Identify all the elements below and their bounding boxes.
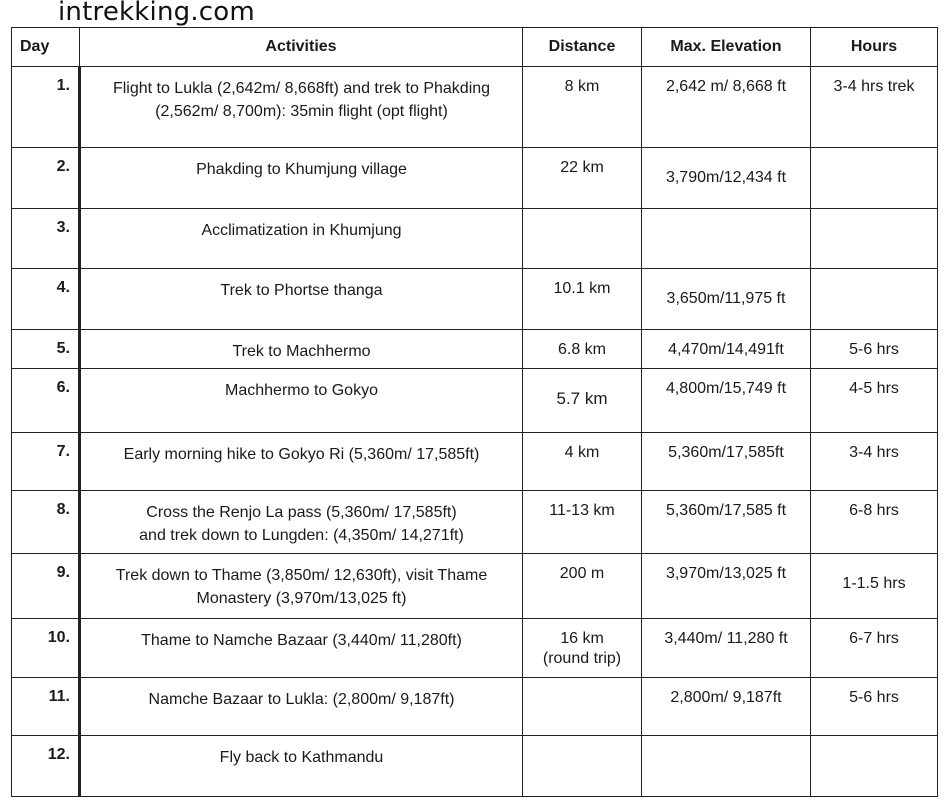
activity-line: Trek to Machhermo [232,343,371,360]
activity-cell [80,736,523,797]
distance-cell [523,209,642,269]
elevation-cell: 5,360m/17,585ft [642,433,811,491]
column-header-activities: Activities [80,28,523,67]
column-header-hours: Hours [811,28,938,67]
activity-line: and trek down to Lungden: (4,350m/ 14,271ft) [139,527,464,544]
table-row [12,330,938,369]
activity-line: Flight to Lukla (2,642m/ 8,668ft) and trek to Phakding [112,80,491,97]
day-cell: 10. [12,619,80,678]
distance-note: (round trip) [542,650,622,667]
table-row [12,209,938,269]
elevation-cell: 3,970m/13,025 ft [642,554,811,619]
day-cell: 12. [12,736,80,797]
distance-cell [523,330,642,369]
column-header-max-elevation: Max. Elevation [642,28,811,67]
table-row [12,148,938,209]
activity-line: Thame to Namche Bazaar (3,440m/ 11,280ft) [141,632,462,649]
distance-cell [523,736,642,797]
activity-cell [80,491,523,554]
elevation-cell: 5,360m/17,585 ft [642,491,811,554]
elevation-cell: 2,800m/ 9,187ft [642,678,811,736]
elevation-cell: 3,650m/11,975 ft [642,269,811,330]
distance-value: 8 km [564,78,600,95]
activity-cell [80,330,523,369]
hours-cell: 6-7 hrs [811,619,938,678]
hours-cell: 6-8 hrs [811,491,938,554]
elevation-cell: 3,790m/12,434 ft [642,148,811,209]
activity-cell [80,619,523,678]
day-cell: 5. [12,330,80,369]
hours-cell: 3-4 hrs [811,433,938,491]
elevation-cell [642,736,811,797]
distance-value: 6.8 km [557,341,606,358]
activity-line: Trek down to Thame (3,850m/ 12,630ft), visit Thame [115,567,488,584]
elevation-cell: 4,800m/15,749 ft [642,369,811,433]
hours-cell: 3-4 hrs trek [811,67,938,148]
activity-line: Phakding to Khumjung village [196,161,407,178]
activity-cell [80,678,523,736]
hours-cell [811,148,938,209]
elevation-cell: 4,470m/14,491ft [642,330,811,369]
table-row [12,67,938,148]
distance-value: 5.7 km [556,389,608,408]
hours-cell: 5-6 hrs [811,678,938,736]
activity-cell [80,209,523,269]
activity-line: Namche Bazaar to Lukla: (2,800m/ 9,187ft) [148,691,455,708]
distance-value: 22 km [560,159,604,176]
distance-cell [523,148,642,209]
day-cell: 7. [12,433,80,491]
activity-cell [80,433,523,491]
table-row [12,491,938,554]
site-watermark: intrekking.com [58,0,255,27]
distance-value: 11-13 km [549,502,615,519]
distance-cell [523,619,642,678]
table-row [12,619,938,678]
elevation-cell [642,209,811,269]
activity-line: (2,562m/ 8,700m): 35min flight (opt flight) [155,103,448,120]
activity-line: Fly back to Kathmandu [219,749,384,766]
table-row [12,433,938,491]
elevation-cell: 2,642 m/ 8,668 ft [642,67,811,148]
distance-cell [523,678,642,736]
hours-cell: 5-6 hrs [811,330,938,369]
activity-cell [80,554,523,619]
hours-cell: 1-1.5 hrs [811,554,938,619]
day-cell: 6. [12,369,80,433]
distance-cell [523,554,642,619]
distance-value: 10.1 km [553,280,611,297]
distance-cell [523,67,642,148]
distance-value: 200 m [559,565,605,582]
distance-cell [523,433,642,491]
activity-cell [80,369,523,433]
day-cell: 1. [12,67,80,148]
day-cell: 9. [12,554,80,619]
activity-cell [80,269,523,330]
table-row [12,269,938,330]
day-cell: 8. [12,491,80,554]
table-row [12,678,938,736]
table-row [12,369,938,433]
distance-value: 16 km [560,630,604,647]
table-row [12,736,938,797]
activity-line: Cross the Renjo La pass (5,360m/ 17,585ft) [146,504,457,521]
activity-cell [80,148,523,209]
distance-cell [523,491,642,554]
table-row [12,554,938,619]
activity-line: Acclimatization in Khumjung [201,222,402,239]
itinerary-table [11,27,938,797]
day-cell: 11. [12,678,80,736]
activity-line: Machhermo to Gokyo [225,382,378,399]
distance-cell [523,369,642,433]
distance-value: 4 km [564,444,600,461]
column-header-distance: Distance [523,28,642,67]
elevation-cell: 3,440m/ 11,280 ft [642,619,811,678]
day-cell: 2. [12,148,80,209]
table-header-row [12,28,938,67]
activity-cell [80,67,523,148]
hours-cell [811,209,938,269]
activity-line: Monastery (3,970m/13,025 ft) [196,590,407,607]
day-cell: 4. [12,269,80,330]
activity-line: Trek to Phortse thanga [220,282,383,299]
activity-line: Early morning hike to Gokyo Ri (5,360m/ 17,585ft) [123,446,480,463]
distance-cell [523,269,642,330]
column-header-day: Day [12,28,80,67]
hours-cell [811,736,938,797]
day-cell: 3. [12,209,80,269]
hours-cell [811,269,938,330]
hours-cell: 4-5 hrs [811,369,938,433]
